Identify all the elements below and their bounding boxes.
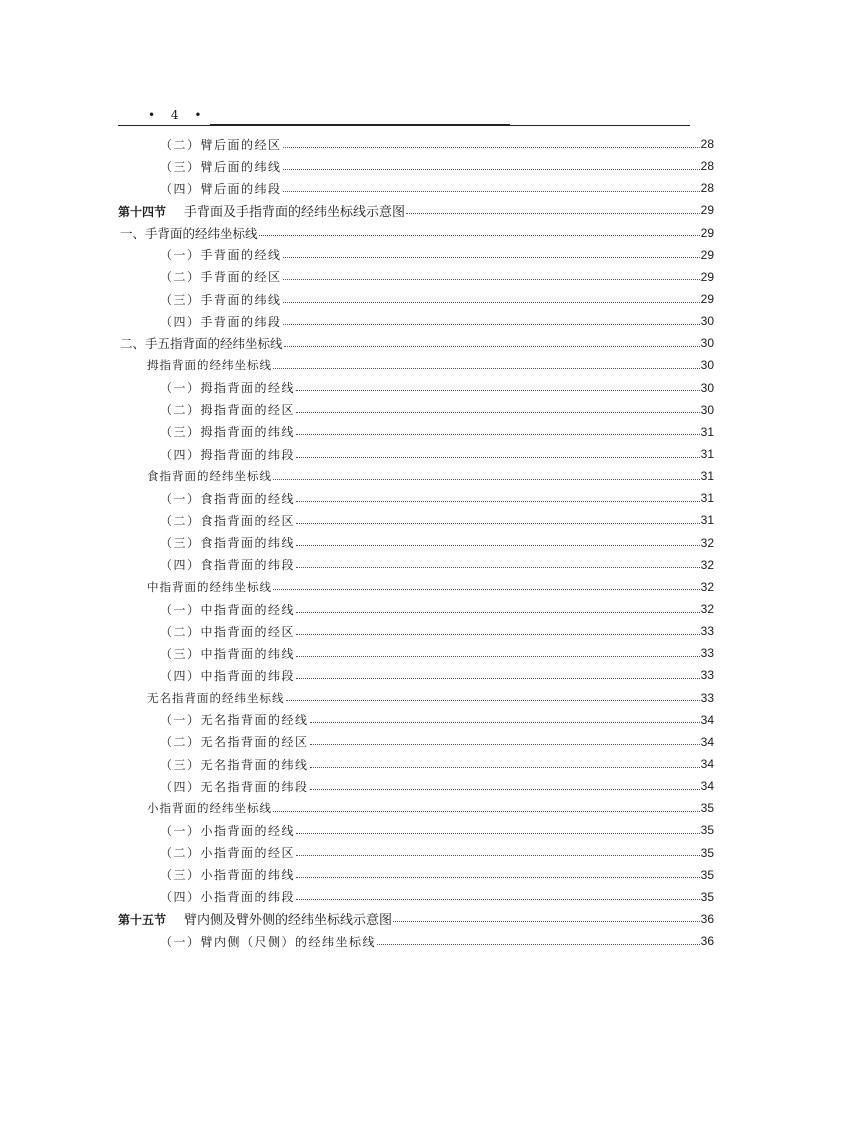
toc-page-number: 30 <box>700 314 714 329</box>
toc-page-number: 28 <box>700 137 714 152</box>
toc-section-entry[interactable] <box>118 908 714 930</box>
entry-title: （三）手背面的纬线 <box>160 292 282 307</box>
table-of-contents <box>118 133 714 952</box>
entry-title: （三）中指背面的纬线 <box>160 646 296 661</box>
toc-entry-label <box>160 756 309 773</box>
dot-leader <box>259 235 700 236</box>
entry-title: 拇指背面的经纬坐标线 <box>147 358 272 373</box>
toc-entry-label <box>160 446 295 463</box>
toc-entry-label <box>147 579 272 595</box>
toc-entry-label <box>160 313 282 330</box>
dot-leader <box>296 612 700 613</box>
entry-title: （三）食指背面的纬线 <box>160 536 296 551</box>
toc-entry-label <box>160 888 295 905</box>
toc-page-number: 33 <box>700 690 714 705</box>
toc-entry[interactable] <box>118 443 714 465</box>
toc-entry[interactable] <box>118 753 714 775</box>
toc-entry-label <box>120 334 283 352</box>
toc-entry[interactable] <box>118 886 714 908</box>
dot-leader <box>296 434 700 435</box>
entry-title: （一）小指背面的经线 <box>160 823 296 838</box>
entry-title: （四）中指背面的纬段 <box>160 668 296 683</box>
dot-leader <box>296 501 700 502</box>
section-title: 手背面及手指背面的经纬坐标线示意图 <box>184 204 406 220</box>
entry-title: （二）中指背面的经区 <box>160 624 296 639</box>
dot-leader <box>273 368 700 369</box>
toc-page-number: 34 <box>700 757 714 771</box>
toc-page-number: 32 <box>700 557 714 572</box>
toc-page-number: 31 <box>700 424 714 439</box>
toc-entry[interactable] <box>118 155 714 177</box>
toc-entry[interactable] <box>118 465 714 487</box>
toc-entry-label <box>160 844 295 861</box>
toc-entry[interactable] <box>118 576 714 598</box>
toc-entry-label <box>160 136 282 153</box>
dot-leader <box>393 921 700 922</box>
toc-entry-label <box>160 534 295 551</box>
toc-entry-label <box>147 800 272 816</box>
toc-page-number: 30 <box>700 336 714 351</box>
dot-leader <box>296 899 700 900</box>
toc-entry[interactable] <box>118 620 714 642</box>
toc-page-number: 34 <box>700 779 714 794</box>
entry-title: （三）臂后面的纬线 <box>160 159 282 174</box>
toc-entry-label <box>160 645 295 662</box>
entry-title: （一）食指背面的经线 <box>160 491 296 506</box>
toc-entry[interactable] <box>118 864 714 886</box>
section-number: 第十五节 <box>118 913 167 928</box>
entry-title: 食指背面的经纬坐标线 <box>147 469 272 484</box>
dot-leader <box>406 213 700 214</box>
dot-leader <box>310 789 700 790</box>
toc-page-number: 35 <box>700 823 714 838</box>
toc-entry[interactable] <box>118 775 714 797</box>
toc-page-number: 29 <box>700 269 714 284</box>
toc-entry-label <box>160 512 295 529</box>
toc-entry[interactable] <box>118 709 714 731</box>
toc-page-number: 35 <box>700 845 714 860</box>
dot-leader <box>283 302 700 303</box>
toc-page-number: 34 <box>700 734 714 749</box>
toc-entry[interactable] <box>118 332 714 354</box>
entry-title: （四）食指背面的纬段 <box>160 558 296 573</box>
toc-page-number: 29 <box>700 225 714 240</box>
dot-leader <box>296 567 700 568</box>
entry-title: 小指背面的经纬坐标线 <box>147 801 272 816</box>
toc-entry-label <box>160 268 282 285</box>
toc-entry-label <box>160 778 309 795</box>
entry-title: （二）臂后面的经区 <box>160 137 282 152</box>
dot-leader <box>273 479 700 480</box>
entry-title: 一、手背面的经纬坐标线 <box>120 225 258 241</box>
toc-entry[interactable] <box>118 487 714 509</box>
toc-entry-label <box>160 246 282 263</box>
dot-leader <box>310 722 700 723</box>
toc-entry-label <box>160 180 282 197</box>
dot-leader <box>296 412 700 413</box>
entry-title: （二）食指背面的经区 <box>160 513 296 528</box>
dot-leader <box>296 390 700 391</box>
section-title: 臂内侧及臂外侧的经纬坐标线示意图 <box>184 913 393 929</box>
toc-page-number: 31 <box>700 469 714 484</box>
toc-entry-label <box>118 909 392 928</box>
toc-page-number: 32 <box>700 579 714 594</box>
toc-entry-label <box>147 468 272 484</box>
entry-title: （一）臂内侧（尺侧）的经纬坐标线 <box>160 934 377 949</box>
toc-entry[interactable] <box>118 819 714 841</box>
entry-title: （三）小指背面的纬线 <box>160 868 296 883</box>
toc-entry[interactable] <box>118 399 714 421</box>
dot-leader <box>296 877 700 878</box>
dot-leader <box>377 944 700 945</box>
dot-leader <box>310 767 700 768</box>
toc-page-number: 36 <box>700 911 714 926</box>
toc-entry[interactable] <box>118 509 714 531</box>
entry-title: （一）无名指背面的经线 <box>160 713 309 728</box>
toc-entry-label <box>160 623 295 640</box>
toc-entry-label <box>160 667 295 684</box>
toc-entry[interactable] <box>118 842 714 864</box>
dot-leader <box>296 457 700 458</box>
entry-title: （四）臂后面的纬段 <box>160 181 282 196</box>
toc-page-number: 30 <box>700 402 714 417</box>
toc-page-number: 30 <box>700 380 714 395</box>
entry-title: （二）小指背面的经区 <box>160 846 296 861</box>
entry-title: 无名指背面的经纬坐标线 <box>147 690 285 705</box>
toc-page-number: 28 <box>700 181 714 196</box>
toc-entry[interactable] <box>118 377 714 399</box>
dot-leader <box>283 147 700 148</box>
dot-leader <box>283 279 700 280</box>
dot-leader <box>283 257 700 258</box>
entry-title: （一）拇指背面的经线 <box>160 381 296 396</box>
toc-entry[interactable] <box>118 687 714 709</box>
dot-leader <box>283 191 700 192</box>
toc-entry[interactable] <box>118 642 714 664</box>
toc-entry-label <box>160 291 282 308</box>
toc-entry-label <box>160 556 295 573</box>
toc-entry-label <box>160 601 295 618</box>
dot-leader <box>296 523 700 524</box>
toc-entry-label <box>160 933 376 950</box>
toc-page-number: 31 <box>700 513 714 528</box>
toc-entry-label <box>120 224 258 242</box>
entry-title: （四）无名指背面的纬段 <box>160 779 309 794</box>
toc-entry-label <box>160 866 295 883</box>
toc-entry[interactable] <box>118 532 714 554</box>
toc-page-number: 33 <box>700 624 714 639</box>
entry-title: （二）手背面的经区 <box>160 270 282 285</box>
dot-leader <box>296 833 700 834</box>
toc-page-number: 29 <box>700 292 714 307</box>
toc-entry-label <box>118 201 405 220</box>
dot-leader <box>296 545 700 546</box>
dot-leader <box>273 811 700 812</box>
dot-leader <box>273 589 700 590</box>
entry-title: （一）中指背面的经线 <box>160 602 296 617</box>
toc-entry[interactable] <box>118 288 714 310</box>
toc-entry-label <box>160 401 295 418</box>
toc-entry[interactable] <box>118 177 714 199</box>
toc-page-number: 31 <box>700 491 714 506</box>
toc-page-number: 29 <box>700 247 714 262</box>
entry-title: 二、手五指背面的经纬坐标线 <box>120 336 283 352</box>
entry-title: （四）手背面的纬段 <box>160 314 282 329</box>
toc-page-number: 33 <box>700 646 714 661</box>
toc-entry[interactable] <box>118 133 714 155</box>
dot-leader <box>310 744 700 745</box>
dot-leader <box>283 169 700 170</box>
toc-page-number: 29 <box>700 203 714 218</box>
toc-entry-label <box>160 158 282 175</box>
toc-entry[interactable] <box>118 244 714 266</box>
toc-entry[interactable] <box>118 222 714 244</box>
toc-entry[interactable] <box>118 554 714 576</box>
dot-leader <box>296 656 700 657</box>
toc-entry-label <box>160 423 295 440</box>
toc-page-number: 31 <box>700 447 714 462</box>
page-number: • 4 • <box>148 108 208 122</box>
entry-title: （二）拇指背面的经区 <box>160 403 296 418</box>
toc-page-number: 32 <box>700 535 714 550</box>
entry-title: （三）拇指背面的纬线 <box>160 425 296 440</box>
toc-entry[interactable] <box>118 731 714 753</box>
dot-leader <box>296 678 700 679</box>
toc-entry-label <box>160 711 309 728</box>
toc-entry[interactable] <box>118 598 714 620</box>
toc-page-number: 30 <box>700 358 714 373</box>
entry-title: （四）拇指背面的纬段 <box>160 447 296 462</box>
toc-entry-label <box>147 357 272 373</box>
dot-leader <box>284 346 700 347</box>
toc-page-number: 35 <box>700 889 714 904</box>
section-number: 第十四节 <box>118 204 167 219</box>
dot-leader <box>296 855 700 856</box>
toc-entry[interactable] <box>118 664 714 686</box>
header-rule-thick <box>210 124 510 126</box>
entry-title: （四）小指背面的纬段 <box>160 890 296 905</box>
entry-title: （二）无名指背面的经区 <box>160 735 309 750</box>
toc-entry[interactable] <box>118 354 714 376</box>
toc-section-entry[interactable] <box>118 199 714 221</box>
toc-page-number: 35 <box>700 801 714 816</box>
toc-entry[interactable] <box>118 310 714 332</box>
toc-page-number: 34 <box>700 712 714 727</box>
dot-leader <box>286 700 700 701</box>
toc-page-number: 33 <box>700 668 714 683</box>
toc-page-number: 35 <box>700 867 714 882</box>
toc-page-number: 36 <box>700 934 714 949</box>
toc-entry-label <box>160 490 295 507</box>
toc-page-number: 28 <box>700 159 714 174</box>
entry-title: 中指背面的经纬坐标线 <box>147 579 272 594</box>
toc-entry[interactable] <box>118 266 714 288</box>
toc-entry[interactable] <box>118 797 714 819</box>
toc-entry[interactable] <box>118 421 714 443</box>
dot-leader <box>283 324 700 325</box>
entry-title: （一）手背面的经线 <box>160 248 282 263</box>
entry-title: （三）无名指背面的纬线 <box>160 757 309 772</box>
toc-entry-label <box>147 690 285 706</box>
toc-entry-label <box>160 822 295 839</box>
toc-entry[interactable] <box>118 930 714 952</box>
toc-entry-label <box>160 379 295 396</box>
dot-leader <box>296 634 700 635</box>
toc-page-number: 32 <box>700 602 714 617</box>
toc-entry-label <box>160 733 309 750</box>
